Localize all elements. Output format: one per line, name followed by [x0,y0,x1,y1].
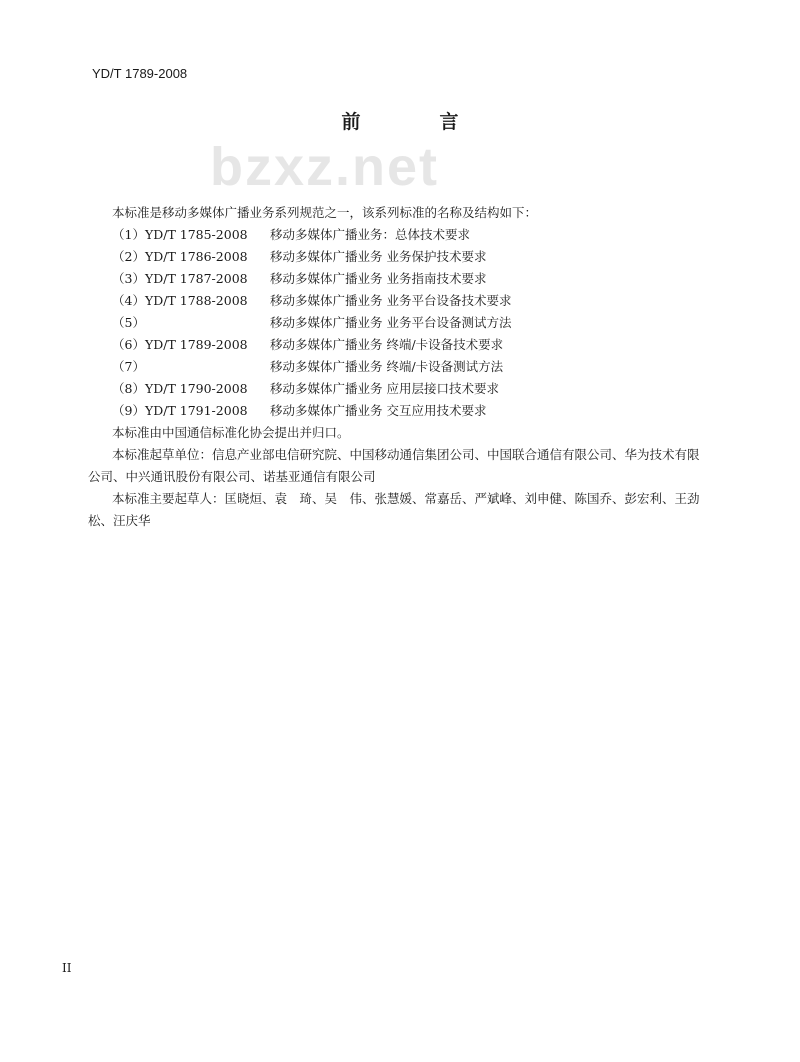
standard-number: （8）YD/T 1790-2008 [112,381,248,396]
standard-name: 移动多媒体广播业务 终端/卡设备技术要求 [270,337,504,352]
standards-list-item [88,378,708,400]
standards-list-item [88,400,708,422]
watermark: bzxz.net [210,137,440,197]
standard-name: 移动多媒体广播业务 业务指南技术要求 [270,271,487,286]
standard-number: （6）YD/T 1789-2008 [112,337,248,352]
standard-name: 移动多媒体广播业务 业务保护技术要求 [270,249,487,264]
standards-list-item [88,334,708,356]
document-body [88,202,708,532]
standard-name: 移动多媒体广播业务 业务平台设备测试方法 [270,315,512,330]
standards-list-item [88,312,708,334]
page-title: 前 言 [341,111,489,133]
standard-number: （4）YD/T 1788-2008 [112,293,248,308]
page-number: II [62,961,72,975]
standard-number: （9）YD/T 1791-2008 [112,403,248,418]
standard-number: （2）YD/T 1786-2008 [112,249,248,264]
document-code-header: YD/T 1789-2008 [92,66,188,81]
standard-name: 移动多媒体广播业务 交互应用技术要求 [270,403,487,418]
standard-name: 移动多媒体广播业务 终端/卡设备测试方法 [270,359,504,374]
paragraph-drafting-units: 本标准起草单位：信息产业部电信研究院、中国移动通信集团公司、中国联合通信有限公司、华为技术有限公司、中兴通讯股份有限公司、诺基亚通信有限公司 [88,447,700,484]
standard-name: 移动多媒体广播业务：总体技术要求 [270,227,471,242]
standard-number: （1）YD/T 1785-2008 [112,227,248,242]
paragraph-proposer: 本标准由中国通信标准化协会提出并归口。 [112,425,350,440]
standard-name: 移动多媒体广播业务 业务平台设备技术要求 [270,293,512,308]
standard-number: （7） [112,359,145,374]
standards-list-item [88,268,708,290]
standard-number: （5） [112,315,145,330]
standards-list-item [88,290,708,312]
paragraph-drafters: 本标准主要起草人：匡晓烜、袁 琦、吴 伟、张慧媛、常嘉岳、严斌峰、刘申健、陈国乔、彭宏利、王劲松、汪庆华 [88,491,700,528]
standard-number: （3）YD/T 1787-2008 [112,271,248,286]
standards-list-item [88,356,708,378]
standards-list-item [88,246,708,268]
standard-name: 移动多媒体广播业务 应用层接口技术要求 [270,381,499,396]
intro-paragraph: 本标准是移动多媒体广播业务系列规范之一，该系列标准的名称及结构如下： [112,205,538,220]
standards-list [88,224,708,422]
standards-list-item [88,224,708,246]
